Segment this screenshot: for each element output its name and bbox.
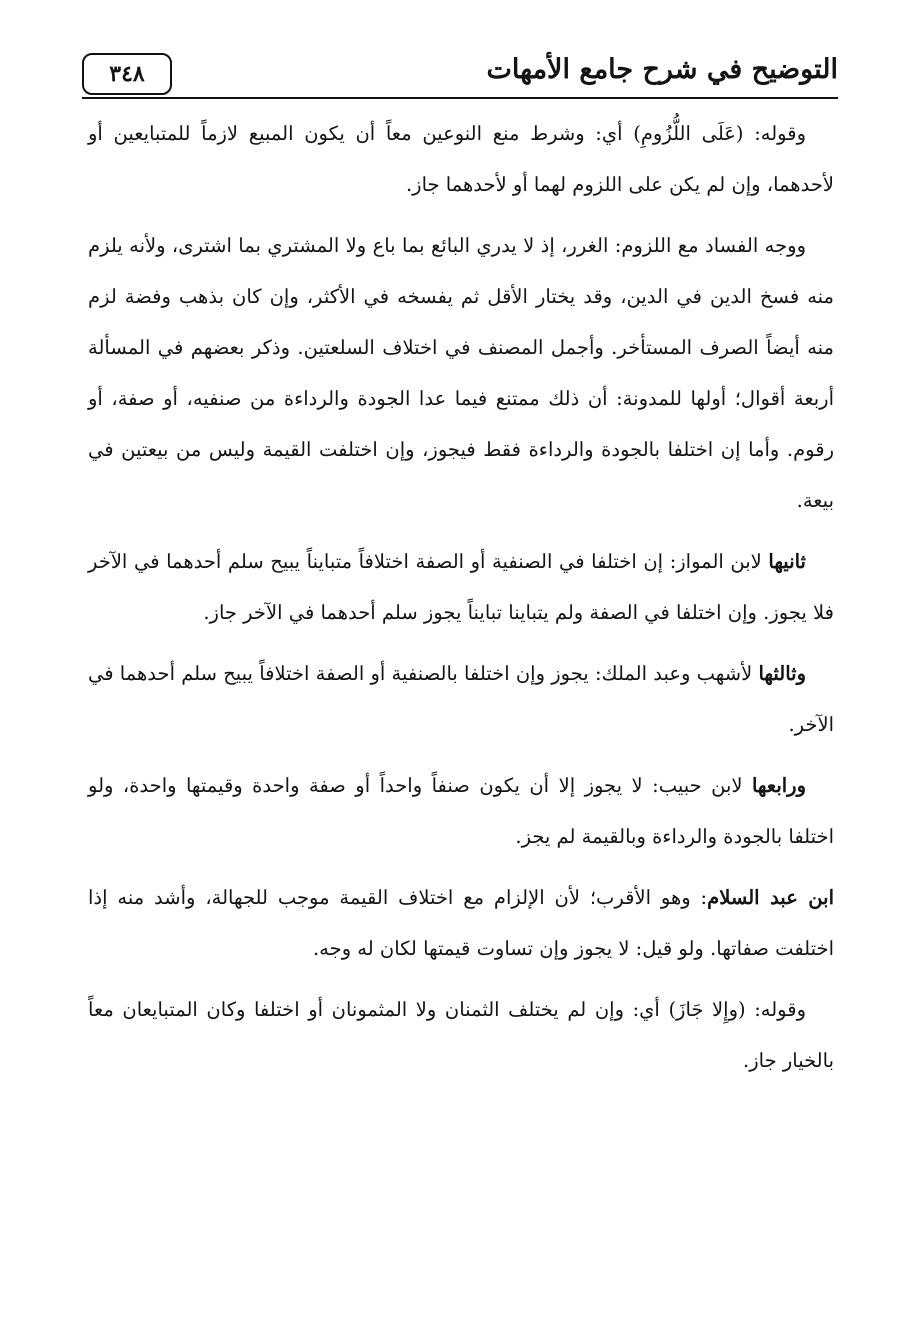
paragraph-5-lead: ورابعها: [751, 774, 806, 797]
paragraph-3: [88, 536, 834, 638]
page-header: [82, 50, 838, 100]
running-title: التوضيح في شرح جامع الأمهات: [486, 54, 838, 85]
paragraph-4-lead: وثالثها: [758, 662, 806, 685]
body-text: [88, 108, 834, 1096]
paragraph-5-text: لابن حبيب: لا يجوز إلا أن يكون صنفاً واحداً أو صفة واحدة وقيمتها واحدة، ولو اختلفا بالجودة والرداءة وبالقيمة لم يجز.: [88, 774, 834, 848]
paragraph-3-lead: ثانيها: [768, 550, 806, 573]
paragraph-7-text: وقوله: (وإِلا جَازَ) أي: وإن لم يختلف الثمنان ولا المثمونان أو اختلفا وكان المتبايعان معاً بالخيار جاز.: [88, 998, 834, 1072]
page-number: ٣٤٨: [82, 53, 172, 95]
header-rule: [82, 97, 838, 99]
paragraph-2: [88, 220, 834, 526]
paragraph-4: [88, 648, 834, 750]
paragraph-5: [88, 760, 834, 862]
paragraph-2-text: ووجه الفساد مع اللزوم: الغرر، إذ لا يدري البائع بما باع ولا المشتري بما اشترى، ولأنه يلزم منه فسخ الدين في الدين، وقد يختار الأقل ثم يفسخه في الأكثر، وإن كان بذهب وفضة لزم منه أيضاً الصرف المستأخر. وأجمل المصنف في اختلاف السلعتين. وذكر بعضهم في المسألة أربعة أقوال؛ أولها للمدونة: أن ذلك ممتنع فيما عدا الجودة والرداءة من صنفيه، أو صفة، أو رقوم. وأما إن اختلفا بالجودة والرداءة فقط فيجوز، وإن اختلفت القيمة وليس من بيعتين في بيعة.: [88, 234, 834, 512]
paragraph-7: [88, 984, 834, 1086]
paragraph-4-text: لأشهب وعبد الملك: يجوز وإن اختلفا بالصنفية أو الصفة اختلافاً يبيح سلم أحدهما في الآخر.: [88, 662, 834, 736]
paragraph-6-text: : وهو الأقرب؛ لأن الإلزام مع اختلاف القيمة موجب للجهالة، وأشد منه إذا اختلفت صفاتها. ولو قيل: لا يجوز وإن تساوت قيمتها لكان له وجه.: [88, 886, 834, 960]
paragraph-3-text: لابن المواز: إن اختلفا في الصنفية أو الصفة اختلافاً متبايناً يبيح سلم أحدهما في الآخر فلا يجوز. وإن اختلفا في الصفة ولم يتباينا تبايناً يجوز سلم أحدهما في الآخر جاز.: [88, 550, 834, 624]
paragraph-1-text: وقوله: (عَلَى اللُّزُومِ) أي: وشرط منع النوعين معاً أن يكون المبيع لازماً للمتبايعين أو لأحدهما، وإن لم يكن على اللزوم لهما أو لأحدهما جاز.: [88, 122, 834, 196]
paragraph-6: [88, 872, 834, 974]
paragraph-6-lead: ابن عبد السلام: [707, 886, 834, 909]
paragraph-1: [88, 108, 834, 210]
